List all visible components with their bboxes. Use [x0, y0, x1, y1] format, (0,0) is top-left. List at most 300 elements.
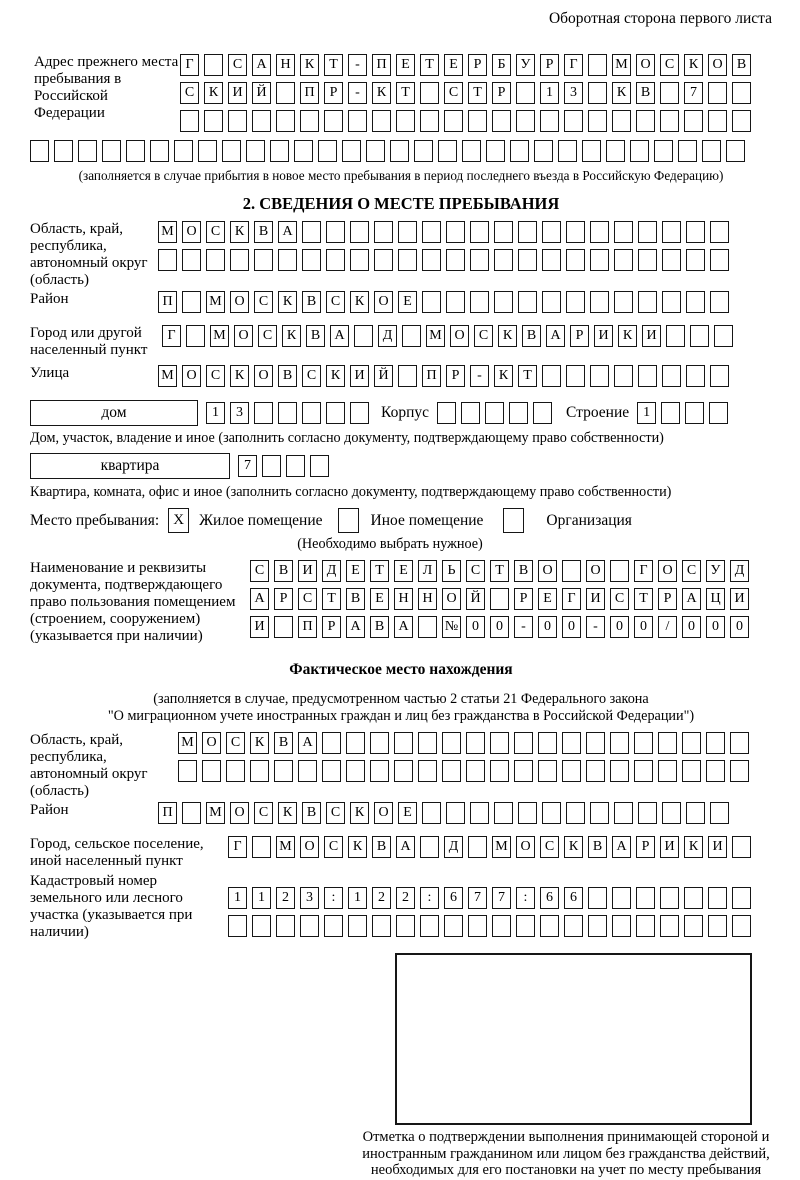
char-cell	[444, 915, 463, 937]
char-cell	[662, 365, 681, 387]
grid-row	[250, 616, 749, 638]
char-cell	[468, 110, 487, 132]
char-cell: 0	[466, 616, 485, 638]
char-cell	[566, 291, 585, 313]
document-label: Наименование и реквизиты документа, подтверждающего право пользования помещением (строением, сооружением) (указывается при наличии)	[30, 560, 236, 644]
prev-address-caption: (заполняется в случае прибытия в новое место пребывания в период последнего въезда в Российскую Федерацию)	[78, 168, 724, 183]
char-cell	[612, 887, 631, 909]
char-cell	[662, 802, 681, 824]
char-cell	[202, 760, 221, 782]
house-row	[30, 400, 772, 426]
char-cell	[562, 732, 581, 754]
char-cell	[370, 760, 389, 782]
char-cell: 2	[396, 887, 415, 909]
char-cell	[494, 249, 513, 271]
char-cell	[324, 915, 343, 937]
char-cell: 0	[730, 616, 749, 638]
char-cell: О	[374, 291, 393, 313]
char-cell: Е	[394, 560, 413, 582]
char-cell	[732, 887, 751, 909]
apartment-row	[30, 453, 772, 479]
city-field	[30, 325, 772, 359]
char-cell: И	[298, 560, 317, 582]
apartment-cells	[238, 455, 329, 478]
char-cell: 1	[348, 887, 367, 909]
char-cell	[446, 802, 465, 824]
char-cell	[228, 110, 247, 132]
char-cell: О	[586, 560, 605, 582]
char-cell: К	[230, 221, 249, 243]
char-cell	[394, 760, 413, 782]
char-cell: В	[732, 54, 751, 76]
grid-row	[180, 110, 751, 132]
char-cell: 1	[540, 82, 559, 104]
char-cell: 2	[276, 887, 295, 909]
char-cell: Т	[396, 82, 415, 104]
char-cell	[422, 802, 441, 824]
char-cell	[418, 616, 437, 638]
char-cell: И	[350, 365, 369, 387]
char-cell	[533, 402, 552, 424]
char-cell: -	[586, 616, 605, 638]
char-cell	[468, 836, 487, 858]
prev-address-field	[30, 54, 772, 138]
char-cell: К	[278, 802, 297, 824]
grid-row	[158, 365, 729, 387]
char-cell	[710, 802, 729, 824]
char-cell	[204, 110, 223, 132]
char-cell: В	[302, 291, 321, 313]
char-cell	[346, 732, 365, 754]
char-cell	[690, 325, 709, 347]
char-cell	[662, 249, 681, 271]
char-cell	[610, 760, 629, 782]
char-cell	[636, 887, 655, 909]
char-cell	[102, 140, 121, 162]
char-cell	[590, 291, 609, 313]
char-cell: М	[206, 291, 225, 313]
char-cell: С	[258, 325, 277, 347]
char-cell	[466, 732, 485, 754]
char-cell: В	[522, 325, 541, 347]
char-cell	[420, 836, 439, 858]
char-cell: К	[350, 802, 369, 824]
char-cell: Б	[492, 54, 511, 76]
char-cell: 6	[540, 887, 559, 909]
char-cell: Е	[370, 588, 389, 610]
char-cell	[490, 760, 509, 782]
char-cell: К	[564, 836, 583, 858]
page-header-note: Оборотная сторона первого листа	[548, 10, 772, 27]
char-cell: А	[546, 325, 565, 347]
char-cell	[178, 760, 197, 782]
char-cell: С	[302, 365, 321, 387]
char-cell: 0	[706, 616, 725, 638]
char-cell	[494, 802, 513, 824]
char-cell: 7	[238, 455, 257, 477]
factual-district-label: Район	[30, 802, 69, 818]
char-cell	[414, 140, 433, 162]
char-cell: О	[182, 365, 201, 387]
char-cell	[466, 760, 485, 782]
stroenie-cells	[637, 402, 728, 425]
char-cell	[732, 915, 751, 937]
char-cell: М	[276, 836, 295, 858]
char-cell: 7	[492, 887, 511, 909]
char-cell	[518, 291, 537, 313]
char-cell: 0	[610, 616, 629, 638]
char-cell	[420, 915, 439, 937]
char-cell	[686, 802, 705, 824]
char-cell: Е	[396, 54, 415, 76]
factual-city-field	[30, 836, 772, 870]
char-cell: С	[326, 802, 345, 824]
char-cell	[437, 402, 456, 424]
char-cell: А	[396, 836, 415, 858]
char-cell	[322, 760, 341, 782]
char-cell	[274, 760, 293, 782]
prev-address-extra-row	[30, 140, 772, 162]
char-cell: С	[226, 732, 245, 754]
cadastral-field	[30, 873, 772, 943]
char-cell	[684, 887, 703, 909]
char-cell	[446, 221, 465, 243]
char-cell	[228, 915, 247, 937]
char-cell: Т	[490, 560, 509, 582]
char-cell	[276, 82, 295, 104]
char-cell	[492, 110, 511, 132]
char-cell	[634, 732, 653, 754]
region-label: Область, край, республика, автономный округ (область)	[30, 221, 148, 288]
char-cell: А	[298, 732, 317, 754]
char-cell: К	[278, 291, 297, 313]
char-cell: :	[516, 887, 535, 909]
char-cell: В	[254, 221, 273, 243]
char-cell: Р	[658, 588, 677, 610]
char-cell: К	[348, 836, 367, 858]
factual-city-label: Город, сельское поселение, иной населенный пункт	[30, 836, 204, 869]
char-cell: Г	[562, 588, 581, 610]
char-cell: 0	[538, 616, 557, 638]
char-cell	[710, 365, 729, 387]
char-cell	[402, 325, 421, 347]
char-cell	[686, 365, 705, 387]
char-cell	[396, 915, 415, 937]
char-cell	[494, 291, 513, 313]
char-cell: Т	[468, 82, 487, 104]
char-cell: Р	[540, 54, 559, 76]
char-cell: С	[206, 221, 225, 243]
char-cell	[614, 221, 633, 243]
char-cell	[396, 110, 415, 132]
char-cell: Й	[374, 365, 393, 387]
char-cell: О	[442, 588, 461, 610]
char-cell: А	[330, 325, 349, 347]
char-cell	[516, 110, 535, 132]
char-cell: Р	[322, 616, 341, 638]
char-cell	[372, 110, 391, 132]
char-cell	[206, 249, 225, 271]
char-cell	[566, 802, 585, 824]
char-cell: К	[204, 82, 223, 104]
char-cell: :	[324, 887, 343, 909]
char-cell: В	[302, 802, 321, 824]
char-cell	[490, 588, 509, 610]
char-cell: 2	[372, 887, 391, 909]
char-cell	[658, 732, 677, 754]
char-cell	[30, 140, 49, 162]
confirmation-caption: Отметка о подтверждении выполнения принимающей стороной и иностранным гражданином или лицом без гражданства действий, необходимых для его постановки на учет по месту пребывания	[362, 1129, 770, 1178]
char-cell: 1	[206, 402, 225, 424]
char-cell: С	[254, 802, 273, 824]
char-cell: И	[708, 836, 727, 858]
char-cell: Г	[162, 325, 181, 347]
grid-row	[178, 732, 749, 754]
char-cell	[342, 140, 361, 162]
char-cell: Г	[228, 836, 247, 858]
char-cell: А	[252, 54, 271, 76]
region-field	[30, 221, 772, 289]
factual-note-line2: "О миграционном учете иностранных граждан и лиц без гражданства в Российской Федерации")	[107, 707, 695, 724]
char-cell: К	[372, 82, 391, 104]
char-cell: Р	[514, 588, 533, 610]
char-cell	[661, 402, 680, 424]
stay-checkbox-org	[503, 508, 524, 533]
char-cell	[542, 802, 561, 824]
stay-option-inoe: Иное помещение	[370, 511, 484, 529]
char-cell: И	[250, 616, 269, 638]
char-cell	[726, 140, 745, 162]
char-cell	[610, 732, 629, 754]
char-cell: И	[660, 836, 679, 858]
char-cell	[298, 760, 317, 782]
char-cell	[186, 325, 205, 347]
char-cell: Р	[570, 325, 589, 347]
char-cell	[420, 110, 439, 132]
char-cell: 1	[252, 887, 271, 909]
char-cell: О	[230, 802, 249, 824]
char-cell: 6	[444, 887, 463, 909]
char-cell	[252, 915, 271, 937]
char-cell	[658, 760, 677, 782]
char-cell: О	[202, 732, 221, 754]
char-cell: К	[250, 732, 269, 754]
char-cell	[348, 110, 367, 132]
char-cell	[390, 140, 409, 162]
char-cell	[278, 402, 297, 424]
char-cell	[630, 140, 649, 162]
char-cell: К	[326, 365, 345, 387]
char-cell: Г	[564, 54, 583, 76]
char-cell	[662, 221, 681, 243]
char-cell: 0	[490, 616, 509, 638]
char-cell	[514, 732, 533, 754]
char-cell	[638, 802, 657, 824]
grid-row	[180, 82, 751, 104]
char-cell: В	[278, 365, 297, 387]
char-cell: М	[158, 221, 177, 243]
char-cell: С	[180, 82, 199, 104]
char-cell: М	[158, 365, 177, 387]
char-cell: М	[492, 836, 511, 858]
char-cell: 3	[564, 82, 583, 104]
char-cell: -	[514, 616, 533, 638]
char-cell: Ь	[442, 560, 461, 582]
char-cell: В	[636, 82, 655, 104]
grid-row	[250, 588, 749, 610]
document-grid	[250, 560, 749, 644]
char-cell: Т	[634, 588, 653, 610]
section2-title: 2. СВЕДЕНИЯ О МЕСТЕ ПРЕБЫВАНИЯ	[242, 194, 560, 213]
char-cell	[294, 140, 313, 162]
char-cell	[348, 915, 367, 937]
char-cell	[446, 249, 465, 271]
char-cell	[706, 760, 725, 782]
char-cell: Г	[180, 54, 199, 76]
char-cell	[286, 455, 305, 477]
char-cell: Д	[378, 325, 397, 347]
char-cell: М	[206, 802, 225, 824]
char-cell: О	[450, 325, 469, 347]
char-cell	[470, 802, 489, 824]
char-cell	[590, 249, 609, 271]
char-cell	[422, 291, 441, 313]
char-cell	[318, 140, 337, 162]
char-cell: У	[516, 54, 535, 76]
char-cell	[685, 402, 704, 424]
char-cell: В	[306, 325, 325, 347]
char-cell	[254, 249, 273, 271]
char-cell	[274, 616, 293, 638]
char-cell: 6	[564, 887, 583, 909]
char-cell	[636, 915, 655, 937]
char-cell	[660, 915, 679, 937]
char-cell: К	[612, 82, 631, 104]
char-cell: 7	[468, 887, 487, 909]
char-cell	[542, 291, 561, 313]
char-cell	[588, 887, 607, 909]
char-cell: М	[612, 54, 631, 76]
char-cell: О	[234, 325, 253, 347]
char-cell	[682, 732, 701, 754]
char-cell	[662, 291, 681, 313]
char-cell	[394, 732, 413, 754]
char-cell	[540, 915, 559, 937]
char-cell	[542, 249, 561, 271]
char-cell	[462, 140, 481, 162]
char-cell	[614, 249, 633, 271]
char-cell: В	[346, 588, 365, 610]
house-caption: Дом, участок, владение и иное (заполнить согласно документу, подтверждающему право собственности)	[30, 430, 664, 446]
char-cell	[562, 760, 581, 782]
house-cells	[206, 402, 369, 425]
char-cell: К	[618, 325, 637, 347]
char-cell: 1	[637, 402, 656, 424]
char-cell: А	[682, 588, 701, 610]
char-cell: С	[298, 588, 317, 610]
char-cell	[516, 82, 535, 104]
char-cell	[590, 802, 609, 824]
char-cell: У	[706, 560, 725, 582]
grid-row	[250, 560, 749, 582]
char-cell	[714, 325, 733, 347]
char-cell: П	[298, 616, 317, 638]
grid-row	[158, 221, 729, 243]
char-cell: Л	[418, 560, 437, 582]
char-cell	[538, 732, 557, 754]
char-cell	[468, 915, 487, 937]
char-cell: О	[374, 802, 393, 824]
char-cell: Й	[466, 588, 485, 610]
char-cell	[310, 455, 329, 477]
char-cell: Т	[322, 588, 341, 610]
char-cell	[706, 732, 725, 754]
char-cell: П	[372, 54, 391, 76]
char-cell	[588, 82, 607, 104]
char-cell: О	[538, 560, 557, 582]
korpus-label: Корпус	[381, 404, 429, 421]
char-cell: С	[206, 365, 225, 387]
factual-region-field	[30, 732, 772, 800]
stay-type-caption: (Необходимо выбрать нужное)	[297, 536, 483, 552]
char-cell	[660, 110, 679, 132]
char-cell: Е	[398, 802, 417, 824]
char-cell: Т	[420, 54, 439, 76]
char-cell: С	[474, 325, 493, 347]
char-cell	[518, 802, 537, 824]
char-cell: 1	[228, 887, 247, 909]
char-cell: С	[466, 560, 485, 582]
char-cell	[614, 365, 633, 387]
char-cell: О	[230, 291, 249, 313]
char-cell: -	[470, 365, 489, 387]
char-cell	[444, 110, 463, 132]
char-cell	[586, 732, 605, 754]
cadastral-grid	[228, 873, 751, 943]
char-cell	[490, 732, 509, 754]
prev-address-grid	[180, 54, 751, 138]
char-cell: М	[210, 325, 229, 347]
grid-row	[228, 915, 751, 937]
char-cell	[300, 915, 319, 937]
char-cell	[461, 402, 480, 424]
char-cell	[350, 221, 369, 243]
char-cell: С	[228, 54, 247, 76]
char-cell	[276, 110, 295, 132]
char-cell	[366, 140, 385, 162]
char-cell	[540, 110, 559, 132]
grid-row	[158, 291, 729, 313]
char-cell: А	[394, 616, 413, 638]
char-cell	[398, 249, 417, 271]
char-cell: Д	[730, 560, 749, 582]
char-cell	[612, 110, 631, 132]
char-cell: С	[660, 54, 679, 76]
char-cell	[590, 365, 609, 387]
char-cell	[710, 221, 729, 243]
char-cell: А	[346, 616, 365, 638]
char-cell	[542, 365, 561, 387]
region-grid	[158, 221, 729, 277]
char-cell	[374, 221, 393, 243]
char-cell: И	[228, 82, 247, 104]
char-cell: О	[254, 365, 273, 387]
char-cell: Н	[394, 588, 413, 610]
char-cell	[300, 110, 319, 132]
char-cell	[470, 291, 489, 313]
char-cell: :	[420, 887, 439, 909]
stay-checkbox-zhiloe: X	[168, 508, 189, 533]
